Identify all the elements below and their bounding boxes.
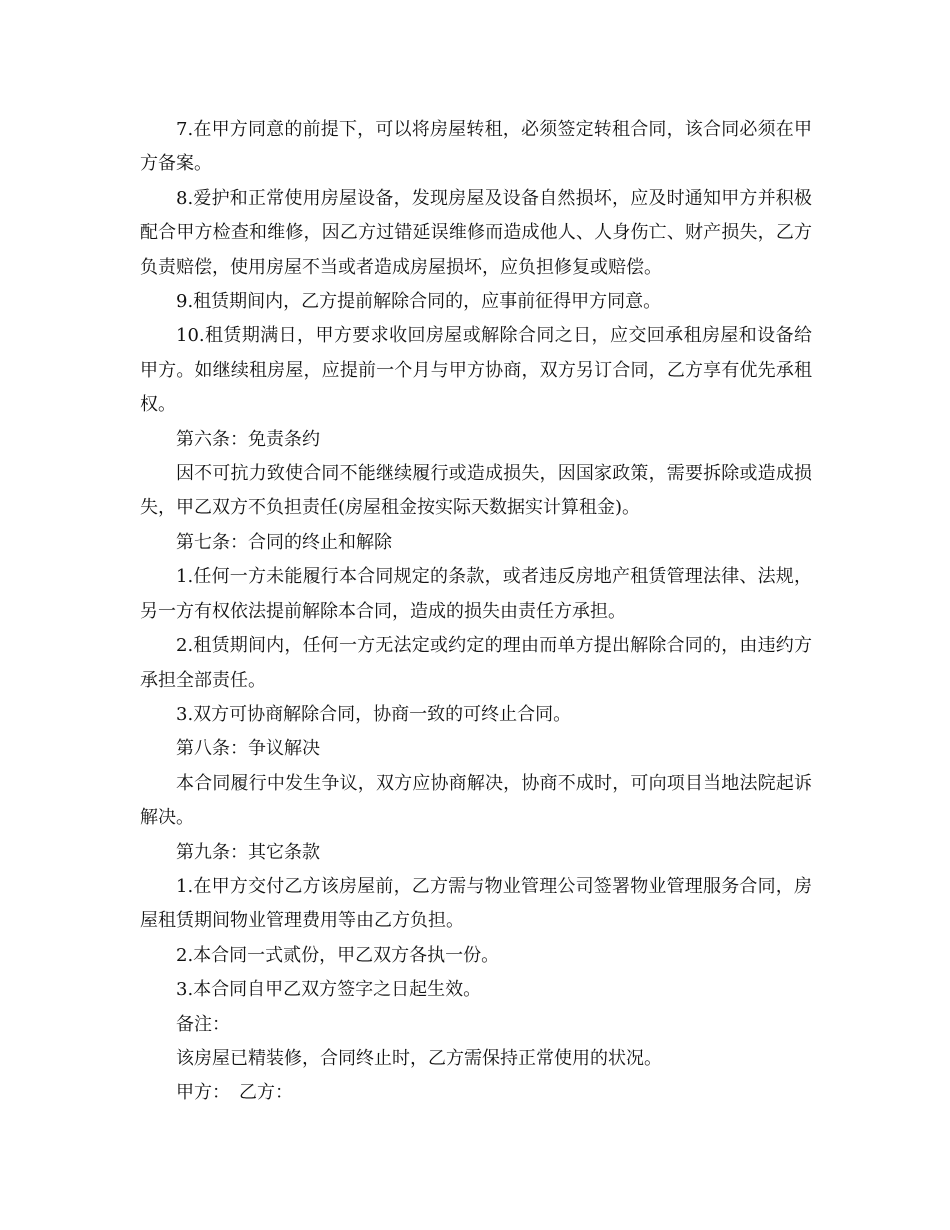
remarks-heading: 备注： <box>176 1013 230 1035</box>
article-9-item-3: 3.本合同自甲乙双方签字之日起生效。 <box>176 979 482 1001</box>
article-7-item-1: 1.任何一方未能履行本合同规定的条款，或者违反房地产租赁管理法律、法规，另一方有权依法提前解除本合同，造成的损失由责任方承担。 <box>140 566 812 622</box>
article-7-item-2: 2.租赁期间内，任何一方无法定或约定的理由而单方提出解除合同的，由违约方承担全部责任。 <box>140 635 812 691</box>
section-heading-article-9: 第九条：其它条款 <box>176 841 320 863</box>
article-7-item-3: 3.双方可协商解除合同，协商一致的可终止合同。 <box>176 703 572 725</box>
section-heading-article-6: 第六条：免责条约 <box>176 428 320 450</box>
article-9-item-2: 2.本合同一式贰份，甲乙双方各执一份。 <box>176 944 500 966</box>
document-page <box>140 113 812 1111</box>
article-6-body: 因不可抗力致使合同不能继续履行或造成损失，因国家政策，需要拆除或造成损失，甲乙双方不负担责任(房屋租金按实际天数据实计算租金)。 <box>140 463 812 519</box>
article-9-item-1: 1.在甲方交付乙方该房屋前，乙方需与物业管理公司签署物业管理服务合同，房屋租赁期间物业管理费用等由乙方负担。 <box>140 875 812 932</box>
section-heading-article-7: 第七条：合同的终止和解除 <box>176 531 392 553</box>
section-heading-article-8: 第八条：争议解决 <box>176 738 320 760</box>
clause-8-maintenance: 8.爱护和正常使用房屋设备，发现房屋及设备自然损坏，应及时通知甲方并积极配合甲方检查和维修，因乙方过错延误维修而造成他人、人身伤亡、财产损失，乙方负责赔偿，使用房屋不当或者造成房屋损坏，应负担修复或赔偿。 <box>140 187 812 278</box>
article-8-body: 本合同履行中发生争议，双方应协商解决，协商不成时，可向项目当地法院起诉解决。 <box>140 772 812 829</box>
clause-7-sublease: 7.在甲方同意的前提下，可以将房屋转租，必须签定转租合同，该合同必须在甲方备案。 <box>140 119 812 175</box>
clause-9-early-termination: 9.租赁期间内，乙方提前解除合同的，应事前征得甲方同意。 <box>176 291 662 313</box>
signature-line: 甲方： 乙方： <box>176 1082 293 1104</box>
clause-10-lease-expiry: 10.租赁期满日，甲方要求收回房屋或解除合同之日，应交回承租房屋和设备给甲方。如继续租房屋，应提前一个月与甲方协商，双方另订合同，乙方享有优先承租权。 <box>140 325 812 416</box>
remarks-body: 该房屋已精装修，合同终止时，乙方需保持正常使用的状况。 <box>176 1047 662 1069</box>
